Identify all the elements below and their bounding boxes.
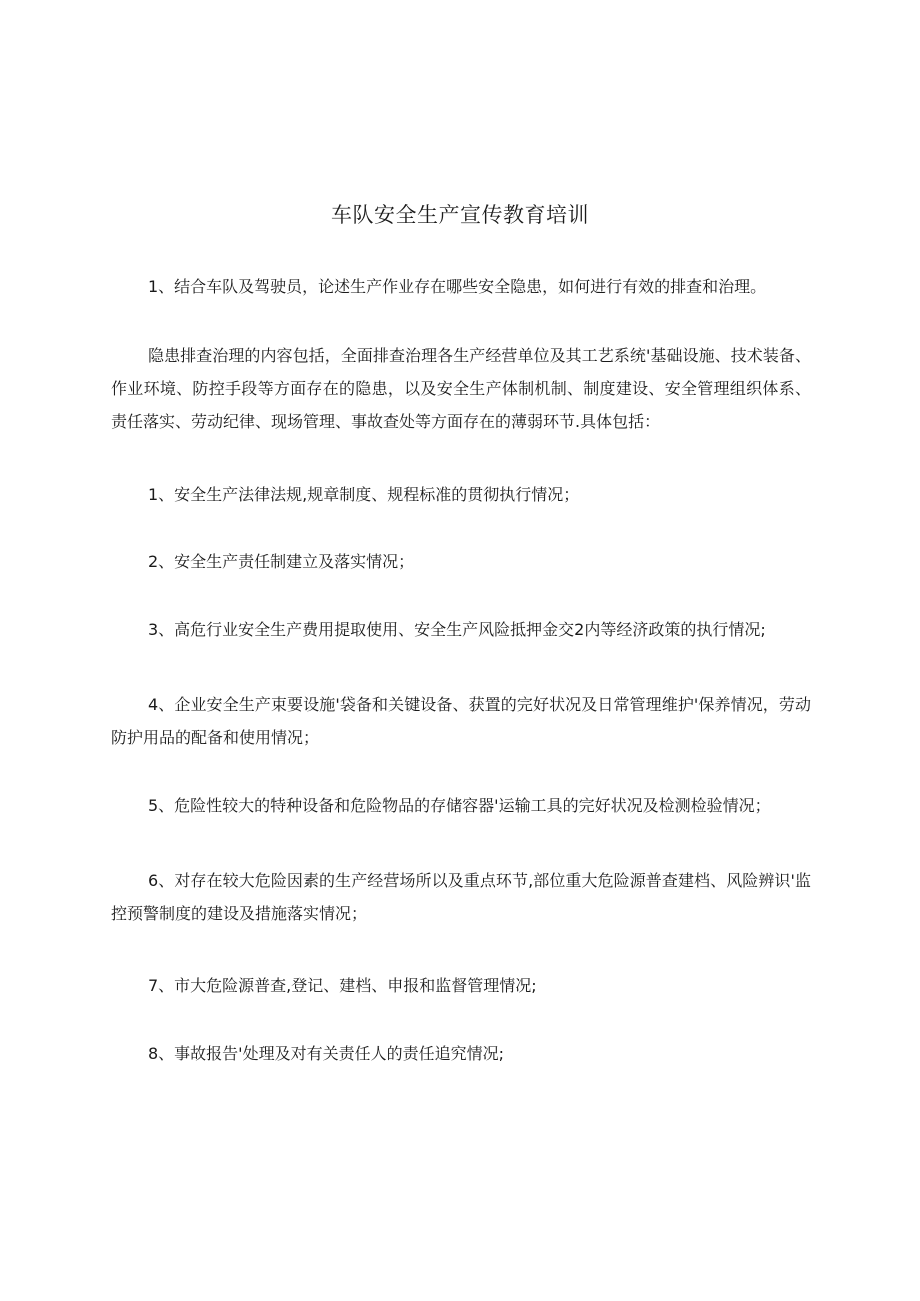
list-item: 4、企业安全生产束要设施'袋备和关键设备、获置的完好状况及日常管理维护'保养情况，劳动防护用品的配备和使用情况； (111, 695, 811, 747)
list-item: 8、事故报告'处理及对有关责任人的责任追究情况; (148, 1044, 504, 1063)
list-item: 1、安全生产法律法规,规章制度、规程标准的贯彻执行情况； (148, 485, 580, 504)
list-item: 5、危险性较大的特种设备和危险物品的存储容器'运输工具的完好状况及检测检验情况； (148, 796, 771, 815)
list-item: 7、市大危险源普查,登记、建档、申报和监督管理情况; (148, 976, 537, 995)
question-paragraph: 1、结合车队及驾驶员，论述生产作业存在哪些安全隐患，如何进行有效的排查和治理。 (148, 277, 767, 296)
list-item: 6、对存在较大危险因素的生产经营场所以及重点环节,部位重大危险源普查建档、风险辨识'监控预警制度的建设及措施落实情况； (111, 871, 811, 923)
list-item: 2、安全生产责任制建立及落实情况； (148, 552, 415, 571)
document-title: 车队安全生产宣传教育培训 (331, 203, 589, 227)
intro-paragraph: 隐患排查治理的内容包括，全面排查治理各生产经营单位及其工艺系统'基础设施、技术装备、作业环境、防控手段等方面存在的隐患，以及安全生产体制机制、制度建设、安全管理组织体系、责任落实、劳动纪律、现场管理、事故查处等方面存在的薄弱环节.具体包括： (111, 346, 811, 431)
list-item: 3、高危行业安全生产费用提取使用、安全生产风险抵押金交2内等经济政策的执行情况; (148, 620, 766, 639)
